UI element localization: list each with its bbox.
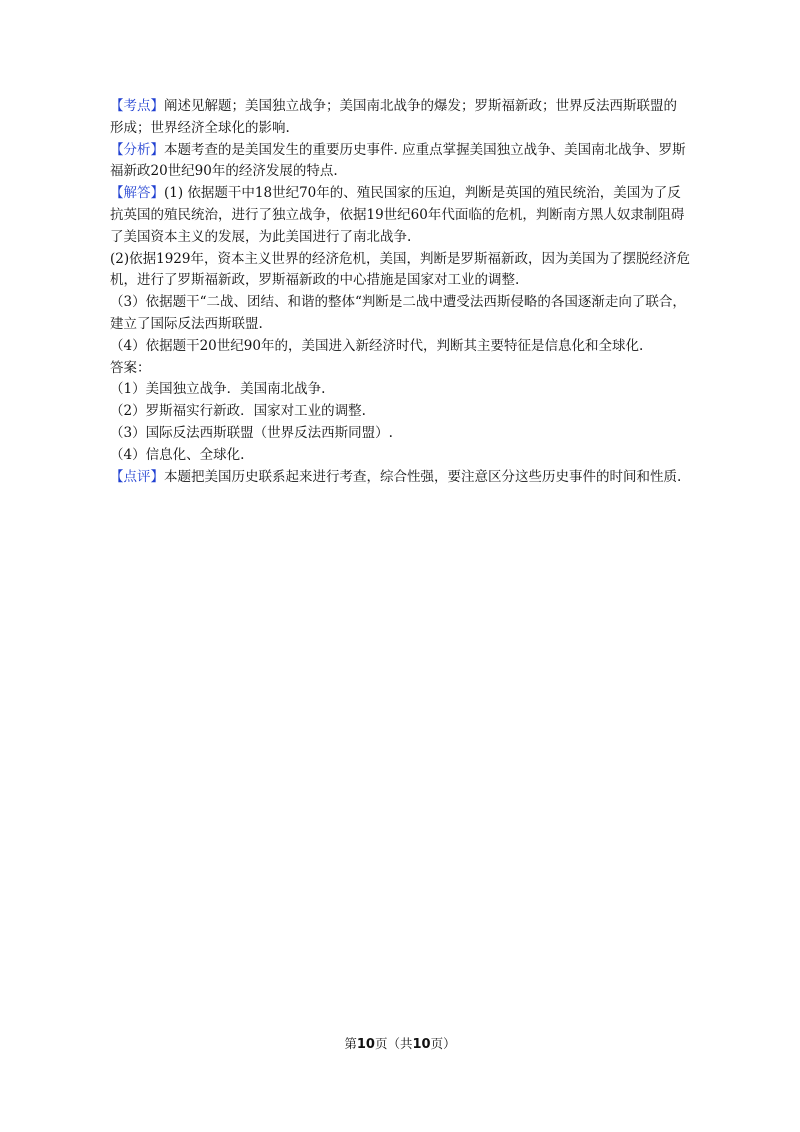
jieda-paragraph-2: (2)依据1929年，资本主义世界的经济危机，美国，判断是罗斯福新政，因为美国为了摆脱经济危机，进行了罗斯福新政，罗斯福新政的中心措施是国家对工业的调整.	[110, 250, 690, 289]
footer-page-number: 10	[356, 1037, 375, 1052]
jieda-tag: 【解答】	[110, 185, 164, 202]
jieda-paragraph-3: （3）依据题干“二战、团结、和谐的整体“判断是二战中遭受法西斯侵略的各国逐渐走向了联合，建立了国际反法西斯联盟.	[110, 294, 686, 332]
footer-mid: 页（共	[374, 1036, 413, 1051]
jieda-paragraph-1	[110, 183, 690, 248]
answer-item-3: （3）国际反法西斯联盟（世界反法西斯同盟）.	[110, 424, 393, 441]
kaodian-paragraph	[110, 96, 690, 140]
kaodian-tag: 【考点】	[110, 98, 164, 114]
fenxi-paragraph	[110, 140, 690, 184]
page-footer	[0, 1034, 800, 1052]
kaodian-text: 阐述见解题；美国独立战争；美国南北战争的爆发；罗斯福新政；世界反法西斯联盟的形成；世界经济全球化的影响.	[110, 98, 677, 136]
answer-item-2: （2）罗斯福实行新政．国家对工业的调整.	[110, 403, 366, 420]
footer-prefix: 第	[344, 1036, 357, 1051]
footer-suffix: 页）	[430, 1036, 456, 1051]
footer-total-pages: 10	[412, 1037, 431, 1052]
dianping-tag: 【点评】	[110, 468, 164, 485]
dianping-paragraph	[110, 467, 690, 489]
fenxi-text: 本题考查的是美国发生的重要历史事件. 应重点掌握美国独立战争、美国南北战争、罗斯福新政20世纪90年的经济发展的特点.	[110, 141, 686, 180]
page-content	[110, 96, 690, 488]
answer-label: 答案：	[110, 359, 151, 376]
fenxi-tag: 【分析】	[110, 141, 164, 158]
jieda-paragraph-4: （4）依据题干20世纪90年的，美国进入新经济时代，判断其主要特征是信息化和全球化.	[110, 337, 644, 354]
answer-item-1: （1）美国独立战争．美国南北战争.	[110, 381, 326, 398]
dianping-text: 本题把美国历史联系起来进行考查，综合性强，要注意区分这些历史事件的时间和性质.	[164, 468, 682, 485]
answer-item-4: （4）信息化、全球化.	[110, 446, 245, 463]
jieda-text-1: (1) 依据题干中18世纪70年的、殖民国家的压迫，判断是英国的殖民统治，美国为了反抗英国的殖民统治，进行了独立战争，依据19世纪60年代面临的危机，判断南方黑人奴隶制阻碍了美国资本主义的发展，为此美国进行了南北战争.	[110, 185, 685, 245]
